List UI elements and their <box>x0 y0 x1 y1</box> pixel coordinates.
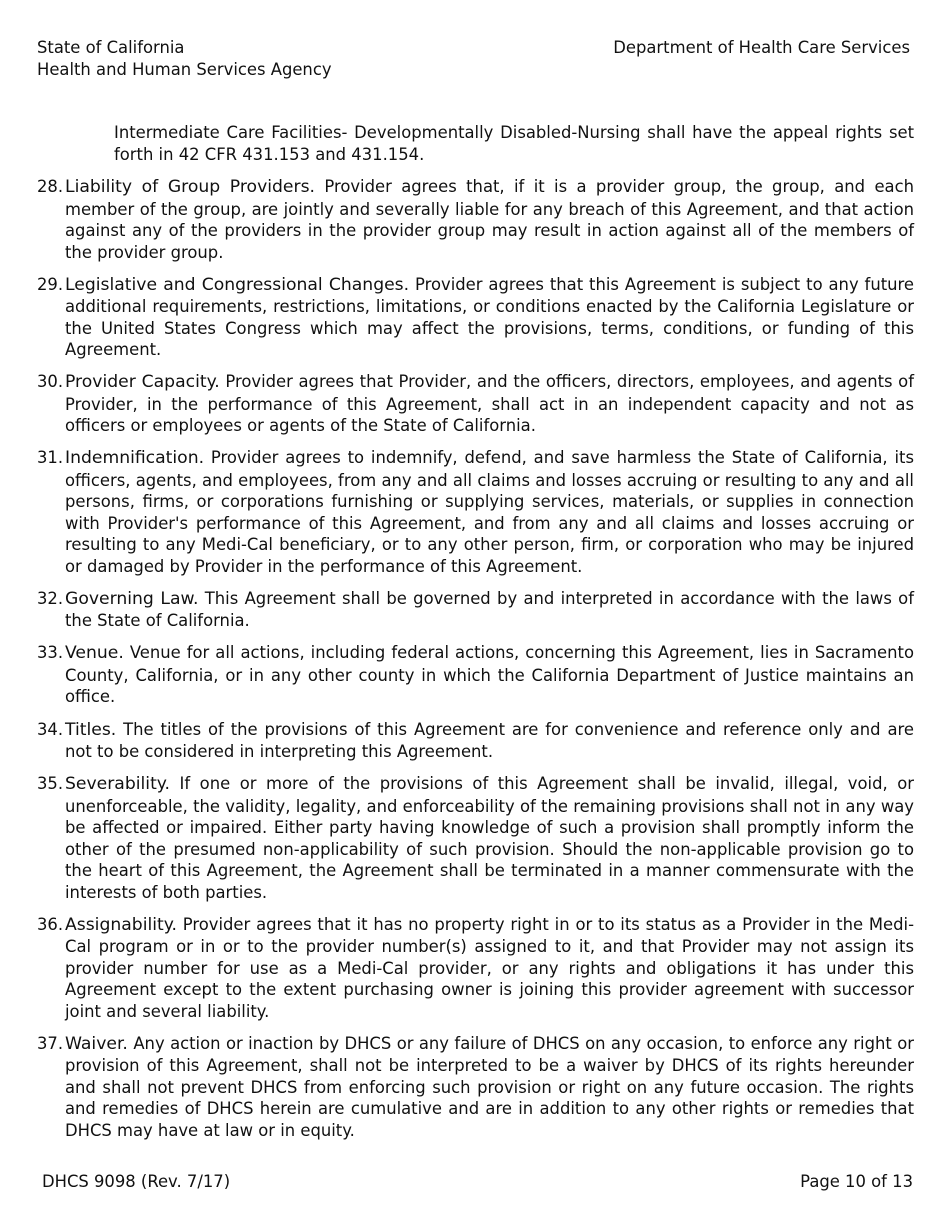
section-number: 29. <box>37 274 64 294</box>
section-number: 33. <box>37 643 64 663</box>
section-text: The titles of the provisions of this Agreement are for convenience and reference only and are not to be considered in interpreting this Agreement. <box>65 719 914 762</box>
header-state: State of California <box>37 38 185 57</box>
section-title: Governing Law. <box>65 588 199 609</box>
section-29 <box>37 274 914 361</box>
section-title: Venue. <box>65 643 124 664</box>
section-35 <box>37 773 914 903</box>
section-body <box>65 773 914 903</box>
section-title: Titles. <box>65 719 117 740</box>
section-number: 36. <box>37 914 64 934</box>
section-30 <box>37 371 914 437</box>
section-32 <box>37 588 914 632</box>
header-agency: Health and Human Services Agency <box>37 59 332 79</box>
section-number: 28. <box>37 177 64 196</box>
section-body <box>65 447 914 577</box>
section-title: Provider Capacity. <box>65 372 220 393</box>
section-text: Provider agrees to indemnify, defend, and save harmless the State of California, its officers, agents, and employees, from any and all claims and losses accruing or resulting to any and all persons, firms, or corporations furnishing or supplying services, materials, or supplies in connection with Provider's performance of this Agreement, and from any and all claims and losses accruing or resulting to any Medi-Cal beneficiary, or to any other person, firm, or corporation who may be injured or damaged by Provider in the performance of this Agreement. <box>65 448 914 576</box>
section-body <box>65 914 914 1023</box>
section-number: 30. <box>37 372 64 392</box>
section-text: Venue for all actions, including federal actions, concerning this Agreement, lies in Sacramento County, California, or in any other county in which the California Department of Justice maintains an office. <box>65 643 914 707</box>
section-title: Indemnification. <box>65 448 205 469</box>
page-number: Page 10 of 13 <box>800 1172 913 1191</box>
section-28 <box>37 176 914 263</box>
section-text: Provider agrees that it has no property right in or to its status as a Provider in the Medi-Cal program or in or to the provider number(s) assigned to it, and that Provider may not assign its provider number for use as a Medi-Cal provider, or any rights and obligations it has under this Agreement except to the extent purchasing owner is joining this provider agreement with successor joint and several liability. <box>65 914 914 1021</box>
page-header-left <box>37 37 332 80</box>
section-text: Provider agrees that Provider, and the officers, directors, employees, and agents of Provider, in the performance of this Agreement, shall act in an independent capacity and not as officers or employees or agents of the State of California. <box>65 372 914 436</box>
page-header-right: Department of Health Care Services <box>613 38 910 57</box>
form-id: DHCS 9098 (Rev. 7/17) <box>42 1172 231 1191</box>
section-title: Legislative and Congressional Changes. <box>65 274 410 295</box>
section-body <box>65 371 914 437</box>
section-number: 37. <box>37 1033 64 1053</box>
section-number: 35. <box>37 774 64 794</box>
section-number: 34. <box>37 719 64 739</box>
section-text: Provider agrees that, if it is a provider group, the group, and each member of the group, are jointly and severally liable for any breach of this Agreement, and that action against any of the providers in the provider group may result in action against all of the members of the provider group. <box>65 177 914 262</box>
section-body <box>65 642 914 708</box>
section-text: This Agreement shall be governed by and interpreted in accordance with the laws of the State of California. <box>65 588 914 631</box>
section-37 <box>37 1033 914 1142</box>
section-33 <box>37 642 914 708</box>
section-body <box>65 588 914 632</box>
section-body <box>65 274 914 361</box>
section-text: If one or more of the provisions of this Agreement shall be invalid, illegal, void, or unenforceable, the validity, legality, and enforceability of the remaining provisions shall not in any way be affected or impaired. Either party having knowledge of such a provision shall promptly inform the other of the presumed non-applicability of such provision. Should the non-applicable provision go to the heart of this Agreement, the Agreement shall be terminated in a manner commensurate with the interests of both parties. <box>65 774 915 902</box>
section-number: 31. <box>37 448 64 468</box>
section-title: Assignability. <box>65 914 177 935</box>
section-body <box>65 1033 914 1142</box>
numbered-sections <box>37 176 914 1152</box>
section-34 <box>37 719 914 763</box>
section-31 <box>37 447 914 577</box>
section-36 <box>37 914 914 1023</box>
section-body <box>65 719 914 763</box>
section-title: Severability. <box>65 774 170 795</box>
section-text: Any action or inaction by DHCS or any failure of DHCS on any occasion, to enforce any right or provision of this Agreement, shall not be interpreted to be a waiver by DHCS of its rights hereunder and shall not prevent DHCS from enforcing such provision or right on any future occasion. The rights and remedies of DHCS herein are cumulative and are in addition to any other rights or remedies that DHCS may have at law or in equity. <box>65 1033 914 1140</box>
section-title: Liability of Group Providers. <box>65 177 315 197</box>
intro-paragraph: Intermediate Care Facilities- Developmentally Disabled-Nursing shall have the appeal rights set forth in 42 CFR 431.153 and 431.154. <box>114 123 914 164</box>
section-title: Waiver. <box>65 1033 128 1054</box>
section-body <box>65 176 914 263</box>
section-text: Provider agrees that this Agreement is subject to any future additional requirements, restrictions, limitations, or conditions enacted by the California Legislature or the United States Congress which may affect the provisions, terms, conditions, or funding of this Agreement. <box>65 274 914 360</box>
section-number: 32. <box>37 588 64 608</box>
